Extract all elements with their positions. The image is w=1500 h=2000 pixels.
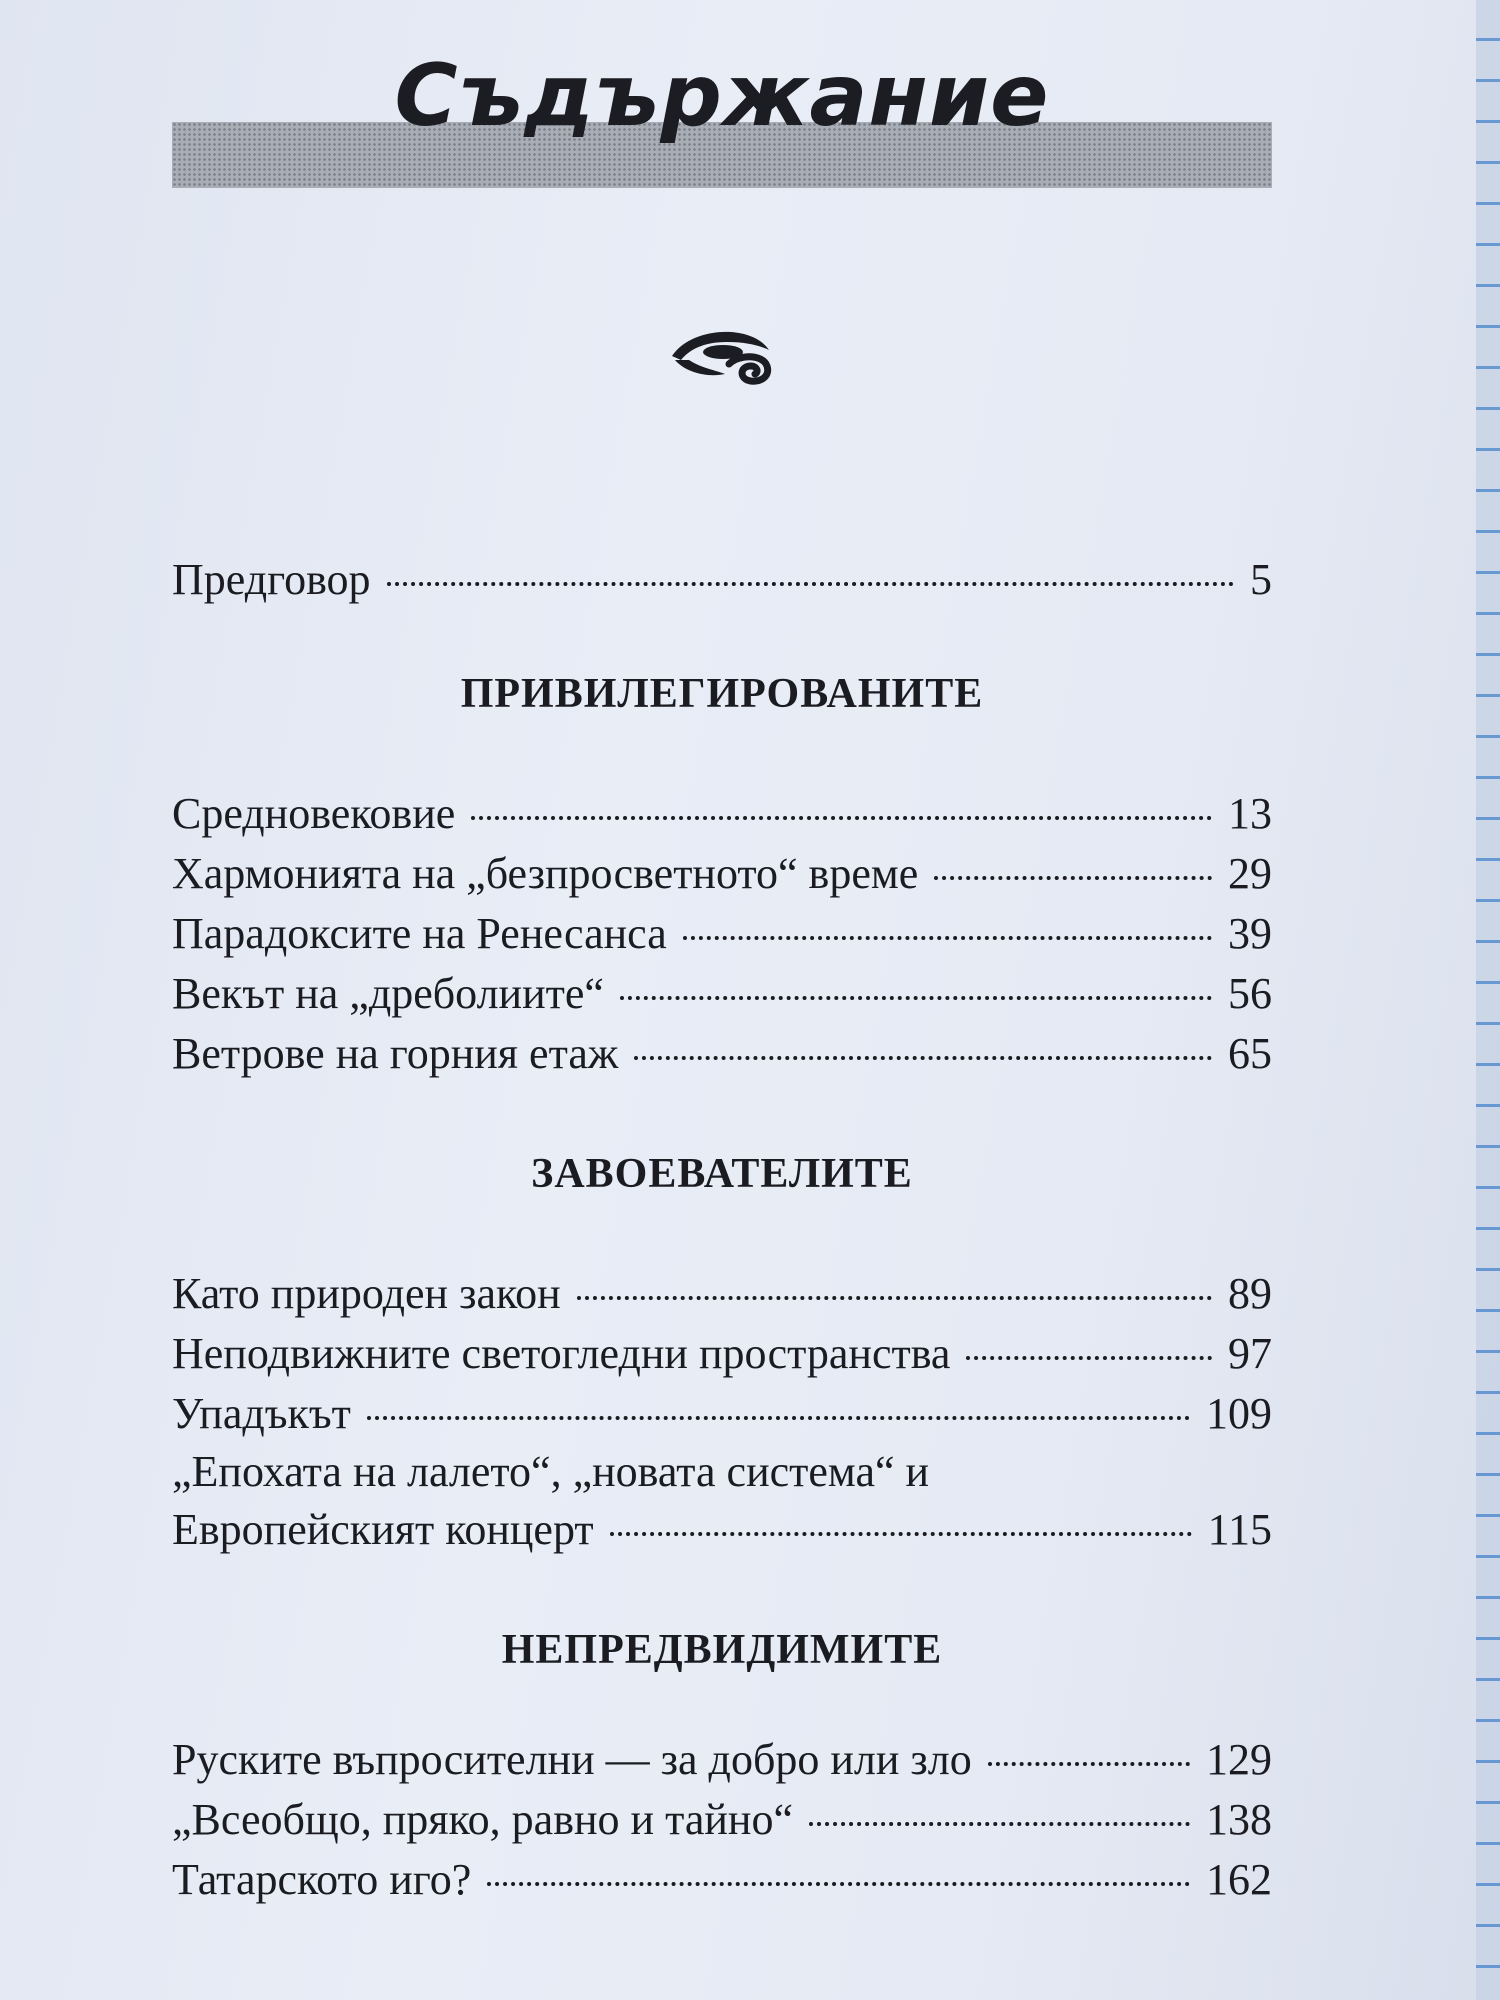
section-heading: ЗАВОЕВАТЕЛИТЕ: [531, 1151, 913, 1197]
toc-entry[interactable]: [172, 1384, 1272, 1444]
dot-leader: [683, 936, 1212, 940]
dot-leader: [577, 1296, 1212, 1300]
entry-page: 162: [1206, 1855, 1272, 1904]
dot-leader: [471, 816, 1212, 820]
entry-label: „Всеобщо, пряко, равно и тайно“: [172, 1795, 793, 1844]
entry-label: Средновековие: [172, 789, 456, 838]
entry-label: Татарското иго?: [172, 1855, 472, 1904]
entry-label: Упадъкът: [172, 1389, 351, 1438]
page-edge-stack: [1476, 0, 1500, 2000]
toc-entry[interactable]: [172, 1730, 1272, 1790]
section-heading: ПРИВИЛЕГИРОВАНИТЕ: [460, 671, 984, 717]
entry-page: 65: [1228, 1029, 1272, 1078]
entry-label: Ветрове на горния етаж: [172, 1029, 619, 1078]
entry-page: 109: [1206, 1389, 1272, 1438]
toc-entry[interactable]: [172, 964, 1272, 1024]
entry-page: 5: [1250, 555, 1272, 604]
entry-label: Векът на „дреболиите“: [172, 969, 604, 1018]
dot-leader: [487, 1882, 1190, 1886]
swirl-ornament-icon: [172, 320, 1272, 400]
entry-page: 129: [1206, 1735, 1272, 1784]
entry-page: 29: [1228, 849, 1272, 898]
toc-entry[interactable]: [172, 904, 1272, 964]
entry-label: „Епохата на лалето“, „новата система“ и: [172, 1447, 930, 1496]
entry-label: Като природен закон: [172, 1269, 561, 1318]
entry-page: 97: [1228, 1329, 1272, 1378]
entry-label: Предговор: [172, 555, 371, 604]
entry-page: 39: [1228, 909, 1272, 958]
entry-page: 115: [1207, 1505, 1272, 1554]
entry-label: Неподвижните светогледни пространства: [172, 1329, 951, 1378]
toc-entry[interactable]: [172, 844, 1272, 904]
dot-leader: [610, 1532, 1192, 1536]
dot-leader: [620, 996, 1212, 1000]
toc-entry-line2[interactable]: [172, 1500, 1272, 1560]
toc-entry[interactable]: [172, 1264, 1272, 1324]
section-heading: НЕПРЕДВИДИМИТЕ: [501, 1627, 943, 1673]
toc-entry-preface[interactable]: [172, 550, 1272, 610]
dot-leader: [988, 1762, 1190, 1766]
page-title: Съдържание: [394, 46, 1050, 146]
entry-page: 56: [1228, 969, 1272, 1018]
toc-entry[interactable]: [172, 1790, 1272, 1850]
toc-entry[interactable]: [172, 1024, 1272, 1084]
toc-header: [172, 40, 1272, 200]
entry-label: Хармонията на „безпросветното“ време: [172, 849, 919, 898]
toc-entry[interactable]: [172, 784, 1272, 844]
dot-leader: [387, 582, 1234, 586]
toc-entry-line1[interactable]: [172, 1444, 1272, 1500]
entry-page: 89: [1228, 1269, 1272, 1318]
entry-label-continued: Европейският концерт: [172, 1505, 594, 1554]
toc-entry[interactable]: [172, 1324, 1272, 1384]
dot-leader: [966, 1356, 1212, 1360]
entry-page: 138: [1206, 1795, 1272, 1844]
entry-label: Руските въпросителни — за добро или зло: [172, 1735, 972, 1784]
entry-label: Парадоксите на Ренесанса: [172, 909, 667, 958]
dot-leader: [367, 1416, 1190, 1420]
dot-leader: [934, 876, 1212, 880]
dot-leader: [634, 1056, 1212, 1060]
toc-entry[interactable]: [172, 1850, 1272, 1910]
dot-leader: [809, 1822, 1190, 1826]
toc-content: [172, 40, 1272, 1910]
entry-page: 13: [1228, 789, 1272, 838]
